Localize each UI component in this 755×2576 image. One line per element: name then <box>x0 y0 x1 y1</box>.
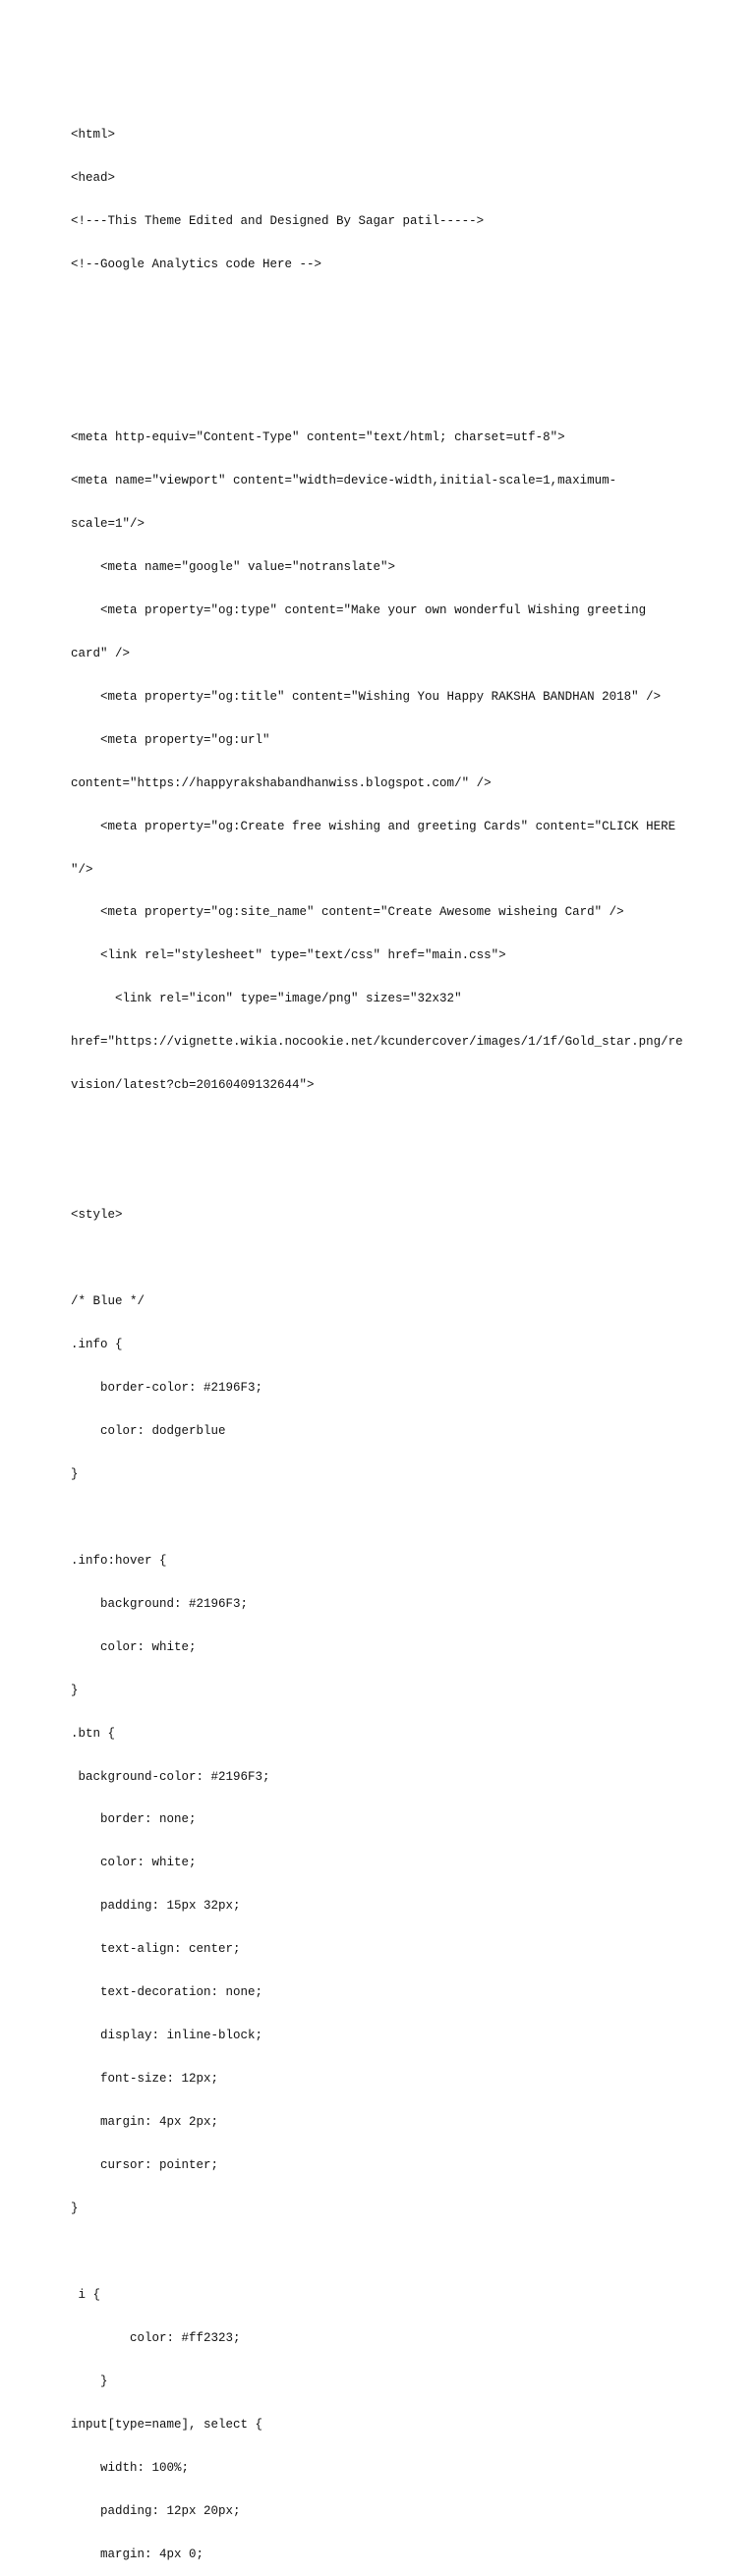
code-line-16: content="https://happyrakshabandhanwiss.blogspot.com/" /> <box>71 775 492 790</box>
code-line-41: color: white; <box>71 1856 197 1870</box>
code-line-46: font-size: 12px; <box>71 2072 219 2087</box>
code-line-12: <meta property="og:type" content="Make your own wonderful Wishing greeting <box>71 602 647 617</box>
code-line-1: <html> <box>71 128 116 143</box>
code-line-35: background: #2196F3; <box>71 1596 249 1611</box>
code-line-22: href="https://vignette.wikia.nocookie.net/kcundercover/images/1/1f/Gold_star.png/re <box>71 1035 683 1050</box>
code-line-14: <meta property="og:title" content="Wishing You Happy RAKSHA BANDHAN 2018" /> <box>71 689 662 704</box>
code-line-21: <link rel="icon" type="image/png" sizes="32x32" <box>71 992 462 1006</box>
code-line-20: <link rel="stylesheet" type="text/css" href="main.css"> <box>71 948 506 963</box>
code-line-19: <meta property="og:site_name" content="Create Awesome wisheing Card" /> <box>71 905 624 920</box>
code-line-42: padding: 15px 32px; <box>71 1899 241 1914</box>
code-line-31: color: dodgerblue <box>71 1423 226 1438</box>
code-line-10: scale=1"/> <box>71 516 145 531</box>
code-line-17: <meta property="og:Create free wishing and greeting Cards" content="CLICK HERE <box>71 819 676 833</box>
code-line-25 <box>71 1165 700 1179</box>
code-line-49: } <box>71 2202 79 2216</box>
code-line-8: <meta http-equiv="Content-Type" content="text/html; charset=utf-8"> <box>71 429 565 444</box>
code-line-24 <box>71 1121 700 1136</box>
code-line-7 <box>71 387 700 402</box>
code-line-36: color: white; <box>71 1639 197 1654</box>
code-line-51: i { <box>71 2287 101 2302</box>
code-line-52: color: #ff2323; <box>71 2330 241 2345</box>
code-line-2: <head> <box>71 171 116 186</box>
code-line-11: <meta name="google" value="notranslate"> <box>71 559 396 574</box>
code-line-50 <box>71 2245 700 2260</box>
code-line-37: } <box>71 1683 79 1697</box>
code-line-6 <box>71 344 700 359</box>
code-line-44: text-decoration: none; <box>71 1985 263 2000</box>
code-line-47: margin: 4px 2px; <box>71 2115 219 2130</box>
code-line-18: "/> <box>71 862 93 877</box>
code-line-38: .btn { <box>71 1726 116 1741</box>
code-line-57: margin: 4px 0; <box>71 2547 204 2561</box>
code-line-32: } <box>71 1466 79 1481</box>
code-line-3: <!---This Theme Edited and Designed By Sagar patil-----> <box>71 214 485 229</box>
code-line-23: vision/latest?cb=20160409132644"> <box>71 1078 315 1093</box>
code-line-33 <box>71 1511 700 1525</box>
code-line-39: background-color: #2196F3; <box>71 1769 270 1784</box>
code-line-13: card" /> <box>71 646 131 660</box>
code-line-56: padding: 12px 20px; <box>71 2503 241 2518</box>
code-line-27 <box>71 1251 700 1266</box>
code-line-43: text-align: center; <box>71 1942 241 1957</box>
code-line-55: width: 100%; <box>71 2460 190 2475</box>
code-line-30: border-color: #2196F3; <box>71 1380 263 1395</box>
code-line-40: border: none; <box>71 1812 197 1827</box>
code-line-5 <box>71 301 700 315</box>
code-line-4: <!--Google Analytics code Here --> <box>71 258 322 272</box>
code-line-48: cursor: pointer; <box>71 2158 219 2173</box>
code-line-34: .info:hover { <box>71 1553 167 1568</box>
code-line-54: input[type=name], select { <box>71 2417 263 2432</box>
code-document <box>71 99 700 2576</box>
code-line-53: } <box>71 2374 108 2388</box>
code-line-28: /* Blue */ <box>71 1294 145 1309</box>
code-line-9: <meta name="viewport" content="width=device-width,initial-scale=1,maximum- <box>71 473 617 487</box>
code-line-26: <style> <box>71 1208 123 1223</box>
code-line-15: <meta property="og:url" <box>71 732 270 747</box>
code-line-29: .info { <box>71 1338 123 1351</box>
code-line-45: display: inline-block; <box>71 2029 263 2043</box>
